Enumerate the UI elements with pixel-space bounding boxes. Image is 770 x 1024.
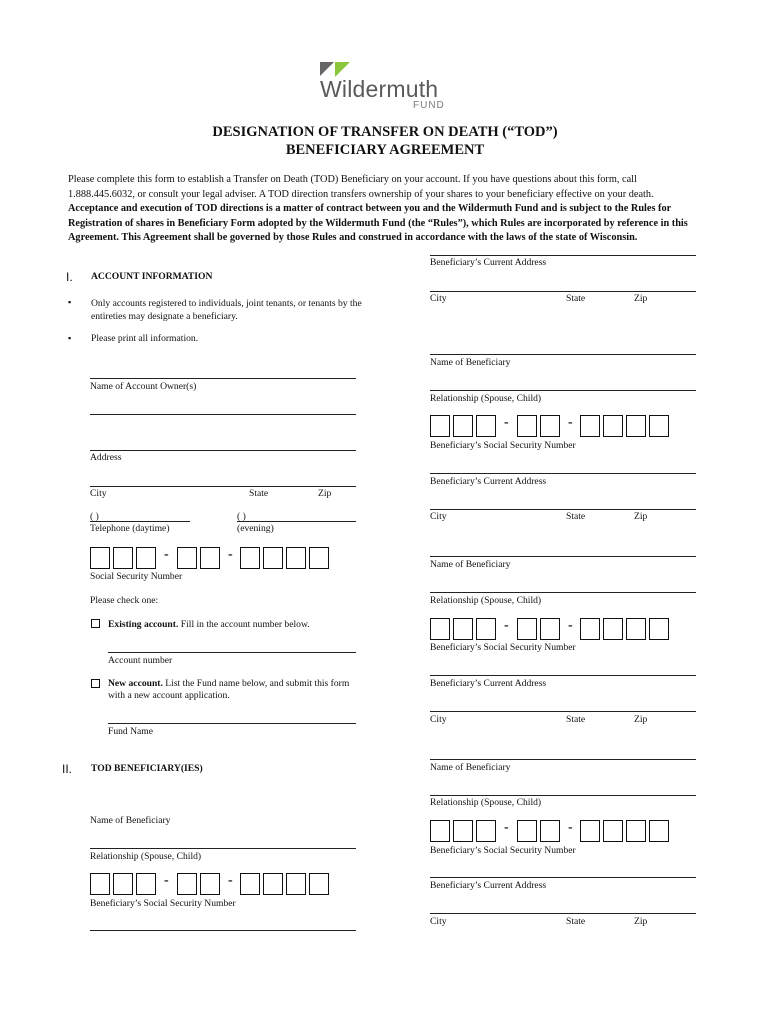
phone-day-field[interactable]	[90, 521, 190, 522]
state-label: State	[249, 488, 269, 499]
r2-city-label: City	[430, 511, 447, 522]
ssn-digit-box[interactable]	[603, 820, 623, 842]
ssn-digit-box[interactable]	[649, 820, 669, 842]
city-label: City	[90, 488, 107, 499]
ssn-digit-box[interactable]	[286, 547, 306, 569]
r2-zip-label: Zip	[634, 511, 648, 522]
r3-zip-label: Zip	[634, 714, 648, 725]
r4-relationship-field[interactable]	[430, 795, 696, 796]
r4-name-field[interactable]	[430, 759, 696, 760]
address-field[interactable]	[90, 450, 356, 451]
phone-eve-paren: ( )	[237, 511, 246, 522]
ssn-digit-box[interactable]	[603, 415, 623, 437]
r1-city-field[interactable]	[430, 291, 696, 292]
logo	[320, 62, 455, 112]
r2-name-label: Name of Beneficiary	[430, 357, 511, 368]
owner-name-field[interactable]	[90, 378, 356, 379]
r1-state-label: State	[566, 293, 586, 304]
ssn-digit-box[interactable]	[453, 415, 473, 437]
r1-city-label: City	[430, 293, 447, 304]
r2-relationship-label: Relationship (Spouse, Child)	[430, 393, 542, 404]
ssn-dash: -	[568, 820, 573, 835]
phone-day-label: Telephone (daytime)	[90, 523, 170, 534]
existing-account-rest: Fill in the account number below.	[180, 619, 310, 630]
r4-address-field[interactable]	[430, 877, 696, 878]
ssn-digit-box[interactable]	[430, 618, 450, 640]
bullet-text-2: Please print all information.	[91, 333, 199, 344]
ssn-digit-box[interactable]	[263, 873, 283, 895]
r2-state-label: State	[566, 511, 586, 522]
phone-day-paren: ( )	[90, 511, 99, 522]
account-number-label: Account number	[108, 655, 173, 666]
r3-address-field[interactable]	[430, 675, 696, 676]
r3-address-label: Beneficiary’s Current Address	[430, 678, 547, 689]
ssn-digit-box[interactable]	[240, 873, 260, 895]
s2-ssn-label: Beneficiary’s Social Security Number	[90, 898, 236, 909]
r2-ssn-boxes[interactable]	[430, 415, 680, 439]
check-one-label: Please check one:	[90, 595, 159, 606]
ssn-digit-box[interactable]	[649, 618, 669, 640]
ssn-digit-box[interactable]	[603, 618, 623, 640]
fund-name-label: Fund Name	[108, 726, 154, 737]
s2-name-label: Name of Beneficiary	[90, 815, 171, 826]
r3-name-field[interactable]	[430, 556, 696, 557]
ssn-digit-box[interactable]	[517, 820, 537, 842]
ssn-digit-box[interactable]	[626, 618, 646, 640]
r1-address-label: Beneficiary’s Current Address	[430, 257, 547, 268]
ssn-digit-box[interactable]	[240, 547, 260, 569]
r3-relationship-field[interactable]	[430, 592, 696, 593]
ssn-digit-box[interactable]	[90, 873, 110, 895]
ssn-digit-box[interactable]	[200, 547, 220, 569]
ssn-digit-box[interactable]	[540, 415, 560, 437]
ssn-digit-box[interactable]	[476, 618, 496, 640]
ssn-digit-box[interactable]	[136, 873, 156, 895]
s2-bottom-field[interactable]	[90, 930, 356, 931]
ssn-dash: -	[568, 415, 573, 430]
r4-city-field[interactable]	[430, 913, 696, 914]
r2-address-field[interactable]	[430, 473, 696, 474]
section2-heading: TOD BENEFICIARY(IES)	[91, 763, 203, 774]
ssn-digit-box[interactable]	[649, 415, 669, 437]
ssn-digit-box[interactable]	[517, 618, 537, 640]
r4-ssn-boxes[interactable]	[430, 820, 680, 844]
intro-paragraph	[68, 173, 700, 246]
r2-city-field[interactable]	[430, 509, 696, 510]
zip-label: Zip	[318, 488, 332, 499]
ssn-digit-box[interactable]	[309, 547, 329, 569]
r3-city-label: City	[430, 714, 447, 725]
section1-number: I.	[66, 270, 73, 284]
ssn-digit-box[interactable]	[113, 547, 133, 569]
ssn-digit-box[interactable]	[263, 547, 283, 569]
existing-account-text	[108, 619, 310, 630]
r4-name-label: Name of Beneficiary	[430, 762, 511, 773]
ssn-digit-box[interactable]	[626, 415, 646, 437]
ssn-digit-box[interactable]	[200, 873, 220, 895]
owner-name-field-2[interactable]	[90, 414, 356, 415]
ssn-dash: -	[504, 618, 509, 633]
ssn-dash: -	[228, 873, 233, 888]
r1-zip-label: Zip	[634, 293, 648, 304]
logo-wordmark: Wildermuth	[320, 76, 439, 102]
phone-eve-label: (evening)	[237, 523, 274, 534]
ssn-digit-box[interactable]	[517, 415, 537, 437]
bullet-icon: ▪	[68, 297, 72, 307]
form-title-line1: DESIGNATION OF TRANSFER ON DEATH (“TOD”)	[212, 124, 558, 140]
r3-relationship-label: Relationship (Spouse, Child)	[430, 595, 542, 606]
ssn-digit-box[interactable]	[476, 820, 496, 842]
s2-relationship-field[interactable]	[90, 848, 356, 849]
ssn-digit-box[interactable]	[177, 547, 197, 569]
ssn-digit-box[interactable]	[580, 618, 600, 640]
ssn-dash: -	[228, 547, 233, 562]
ssn-digit-box[interactable]	[113, 873, 133, 895]
ssn-digit-box[interactable]	[90, 547, 110, 569]
r2-ssn-label: Beneficiary’s Social Security Number	[430, 440, 576, 451]
section1-heading: ACCOUNT INFORMATION	[91, 271, 213, 282]
ssn-digit-box[interactable]	[430, 820, 450, 842]
intro-text: Please complete this form to establish a Transfer on Death (TOD) Beneficiary on your account. If you have questions about this form, call 1.888.445.6032, or consult your legal adviser. A TOD direction transfers ownership of your shares to your beneficiary effective on your death.	[68, 174, 654, 200]
ssn-dash: -	[504, 415, 509, 430]
section2-number: II.	[62, 762, 73, 776]
r3-city-field[interactable]	[430, 711, 696, 712]
logo-sub: FUND	[413, 100, 445, 111]
ssn-dash: -	[504, 820, 509, 835]
r2-relationship-field[interactable]	[430, 390, 696, 391]
ssn-digit-box[interactable]	[453, 618, 473, 640]
ssn-digit-box[interactable]	[626, 820, 646, 842]
r3-name-label: Name of Beneficiary	[430, 559, 511, 570]
form-title-line2: BENEFICIARY AGREEMENT	[285, 142, 485, 158]
ssn-digit-box[interactable]	[286, 873, 306, 895]
r4-state-label: State	[566, 916, 586, 927]
account-number-field[interactable]	[108, 652, 356, 653]
s2-relationship-label: Relationship (Spouse, Child)	[90, 851, 202, 862]
r3-ssn-boxes[interactable]	[430, 618, 680, 642]
intro-legal-text: Acceptance and execution of TOD directions is a matter of contract between you and the Wildermuth Fund and is subject to the Rules for Registration of shares in Beneficiary Form adopted by the Wildermuth Fund (the “Rules”), which Rules are incorporated by reference in this Agreement. This Agreement shall be governed by those Rules and construed in accordance with the laws of the state of Wisconsin.	[68, 203, 688, 244]
ssn-digit-box[interactable]	[540, 820, 560, 842]
ssn-digit-box[interactable]	[136, 547, 156, 569]
s2-ssn-boxes[interactable]	[90, 873, 340, 897]
ssn-digit-box[interactable]	[580, 415, 600, 437]
ssn-digit-box[interactable]	[453, 820, 473, 842]
r4-city-label: City	[430, 916, 447, 927]
existing-account-checkbox[interactable]	[91, 619, 100, 628]
new-account-rest: List the Fund name below, and submit this form with a new account application.	[108, 678, 350, 701]
ssn-digit-box[interactable]	[580, 820, 600, 842]
r2-address-label: Beneficiary’s Current Address	[430, 476, 547, 487]
bullet-icon: ▪	[68, 333, 72, 343]
r4-relationship-label: Relationship (Spouse, Child)	[430, 797, 542, 808]
fund-name-field[interactable]	[108, 723, 356, 724]
address-label: Address	[90, 452, 122, 463]
new-account-bold: New account.	[108, 678, 163, 689]
intro-divider	[430, 255, 696, 256]
existing-account-bold: Existing account.	[108, 619, 179, 630]
ssn-dash: -	[568, 618, 573, 633]
r2-name-field[interactable]	[430, 354, 696, 355]
new-account-text	[108, 678, 358, 702]
ssn-digit-box[interactable]	[177, 873, 197, 895]
bullet-text-1: Only accounts registered to individuals, joint tenants, or tenants by the entireties may designate a beneficiary.	[91, 298, 362, 322]
r4-ssn-label: Beneficiary’s Social Security Number	[430, 845, 576, 856]
ssn-digit-box[interactable]	[430, 415, 450, 437]
ssn-digit-box[interactable]	[309, 873, 329, 895]
ssn-dash: -	[164, 547, 169, 562]
r3-state-label: State	[566, 714, 586, 725]
new-account-checkbox[interactable]	[91, 679, 100, 688]
r3-ssn-label: Beneficiary’s Social Security Number	[430, 642, 576, 653]
ssn-digit-box[interactable]	[540, 618, 560, 640]
r4-zip-label: Zip	[634, 916, 648, 927]
owner-ssn-boxes[interactable]	[90, 547, 340, 571]
phone-eve-field[interactable]	[237, 521, 356, 522]
owner-name-label: Name of Account Owner(s)	[90, 381, 197, 392]
ssn-dash: -	[164, 873, 169, 888]
city-state-zip-field[interactable]	[90, 486, 356, 487]
ssn-digit-box[interactable]	[476, 415, 496, 437]
r4-address-label: Beneficiary’s Current Address	[430, 880, 547, 891]
owner-ssn-label: Social Security Number	[90, 571, 183, 582]
